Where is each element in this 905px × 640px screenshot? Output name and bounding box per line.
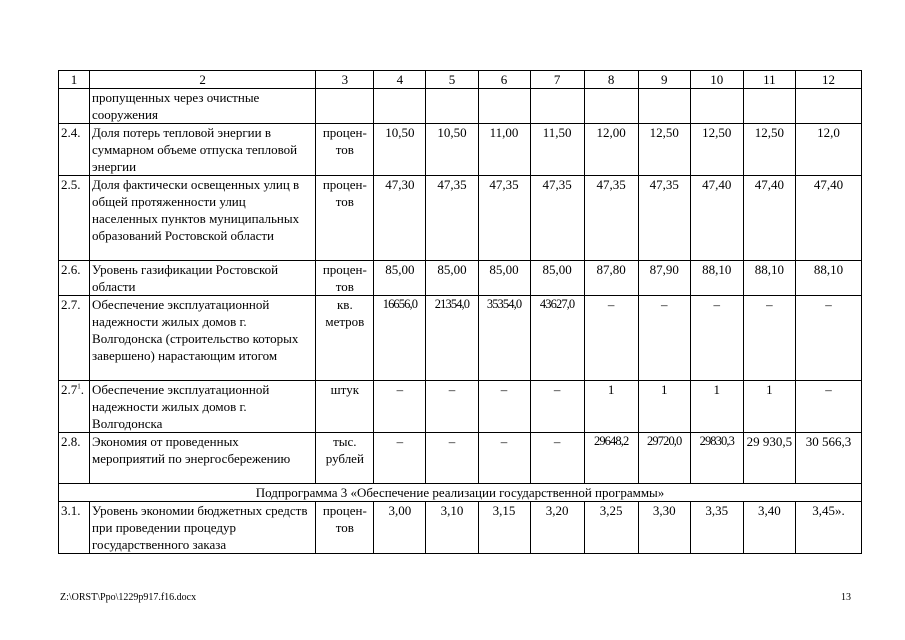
table-row	[59, 261, 862, 296]
value-cell	[426, 89, 478, 124]
value-cell: 29648,2	[584, 433, 638, 484]
header-cell: 5	[426, 71, 478, 89]
value-cell: 12,00	[584, 124, 638, 176]
table-row	[59, 502, 862, 554]
value-cell: –	[795, 381, 861, 433]
value-cell: –	[690, 296, 743, 381]
value-cell: 85,00	[530, 261, 584, 296]
header-cell: 6	[478, 71, 530, 89]
value-cell	[530, 89, 584, 124]
unit: процен-тов	[316, 124, 374, 176]
value-cell	[638, 89, 690, 124]
value-cell: 10,50	[374, 124, 426, 176]
row-number: 2.7.	[59, 296, 90, 381]
indicators-table	[58, 70, 862, 554]
value-cell: 1	[690, 381, 743, 433]
value-cell: 47,40	[743, 176, 795, 261]
value-cell: –	[638, 296, 690, 381]
unit	[316, 89, 374, 124]
value-cell: 87,90	[638, 261, 690, 296]
value-cell: 12,50	[690, 124, 743, 176]
table-row	[59, 433, 862, 484]
value-cell: 11,00	[478, 124, 530, 176]
value-cell: 1	[743, 381, 795, 433]
value-cell: 85,00	[478, 261, 530, 296]
header-cell: 3	[316, 71, 374, 89]
row-number-superscript: 1	[77, 382, 81, 391]
indicator-name: Уровень экономии бюджетных средств при проведении процедур государственного заказа	[90, 502, 316, 554]
section-row	[59, 484, 862, 502]
value-cell: 47,30	[374, 176, 426, 261]
value-cell: 12,50	[743, 124, 795, 176]
value-cell: –	[426, 433, 478, 484]
table-row	[59, 124, 862, 176]
row-number-main: 2.7	[61, 382, 78, 397]
value-cell: 87,80	[584, 261, 638, 296]
value-cell: 47,35	[584, 176, 638, 261]
value-cell: 3,25	[584, 502, 638, 554]
table-row	[59, 296, 862, 381]
header-cell: 12	[795, 71, 861, 89]
value-cell	[743, 89, 795, 124]
row-number: 3.1.	[59, 502, 90, 554]
value-cell: –	[478, 381, 530, 433]
value-cell: –	[530, 433, 584, 484]
value-cell: 3,30	[638, 502, 690, 554]
indicator-name: Экономия от проведенных мероприятий по энергосбережению	[90, 433, 316, 484]
value-cell: 47,40	[795, 176, 861, 261]
indicator-name: Обеспечение эксплуатационной надежности жилых домов г. Волгодонска	[90, 381, 316, 433]
value-cell: 47,40	[690, 176, 743, 261]
value-cell: 47,35	[530, 176, 584, 261]
header-cell: 7	[530, 71, 584, 89]
value-cell: 85,00	[426, 261, 478, 296]
value-cell: 3,10	[426, 502, 478, 554]
value-cell: 3,20	[530, 502, 584, 554]
unit: процен-тов	[316, 502, 374, 554]
value-cell: 3,40	[743, 502, 795, 554]
value-cell: –	[584, 296, 638, 381]
value-cell: 16656,0	[374, 296, 426, 381]
value-cell: –	[795, 296, 861, 381]
header-cell: 2	[90, 71, 316, 89]
table-row	[59, 381, 862, 433]
header-cell: 9	[638, 71, 690, 89]
value-cell: 47,35	[478, 176, 530, 261]
value-cell: 88,10	[743, 261, 795, 296]
header-cell: 11	[743, 71, 795, 89]
row-number: 2.6.	[59, 261, 90, 296]
value-cell: –	[478, 433, 530, 484]
value-cell: 12,50	[638, 124, 690, 176]
table-row	[59, 89, 862, 124]
value-cell	[795, 89, 861, 124]
value-cell: 88,10	[795, 261, 861, 296]
value-cell: 88,10	[690, 261, 743, 296]
header-cell: 8	[584, 71, 638, 89]
unit: процен-тов	[316, 176, 374, 261]
value-cell: 35354,0	[478, 296, 530, 381]
value-cell: 47,35	[638, 176, 690, 261]
value-cell: –	[743, 296, 795, 381]
unit: штук	[316, 381, 374, 433]
header-cell: 10	[690, 71, 743, 89]
value-cell: 47,35	[426, 176, 478, 261]
value-cell: –	[374, 381, 426, 433]
row-number	[59, 89, 90, 124]
row-number	[59, 381, 90, 433]
header-row	[59, 71, 862, 89]
row-number-dot: .	[80, 382, 84, 397]
value-cell: 43627,0	[530, 296, 584, 381]
value-cell: –	[374, 433, 426, 484]
indicator-name: Доля потерь тепловой энергии в суммарном объеме отпуска тепловой энергии	[90, 124, 316, 176]
value-cell: 30 566,3	[795, 433, 861, 484]
indicator-name: пропущенных через очистные сооружения	[90, 89, 316, 124]
unit: кв. метров	[316, 296, 374, 381]
header-cell: 4	[374, 71, 426, 89]
value-cell: 21354,0	[426, 296, 478, 381]
value-cell: 3,45».	[795, 502, 861, 554]
value-cell: 12,0	[795, 124, 861, 176]
value-cell: –	[426, 381, 478, 433]
unit: тыс. рублей	[316, 433, 374, 484]
value-cell: 1	[584, 381, 638, 433]
value-cell	[478, 89, 530, 124]
subprogram-title: Подпрограмма 3 «Обеспечение реализации государственной программы»	[59, 484, 862, 502]
file-path: Z:\ORST\Ppo\1229p917.f16.docx	[60, 592, 197, 603]
row-number: 2.8.	[59, 433, 90, 484]
row-number: 2.5.	[59, 176, 90, 261]
value-cell: 85,00	[374, 261, 426, 296]
value-cell: 1	[638, 381, 690, 433]
indicator-name: Уровень газификации Ростовской области	[90, 261, 316, 296]
indicator-name: Доля фактически освещенных улиц в общей протяженности улиц населенных пунктов муниципальных образований Ростовской области	[90, 176, 316, 261]
value-cell	[584, 89, 638, 124]
value-cell: 3,15	[478, 502, 530, 554]
value-cell: 29 930,5	[743, 433, 795, 484]
table-row	[59, 176, 862, 261]
value-cell: 3,00	[374, 502, 426, 554]
value-cell: 10,50	[426, 124, 478, 176]
row-number: 2.4.	[59, 124, 90, 176]
unit: процен-тов	[316, 261, 374, 296]
header-cell: 1	[59, 71, 90, 89]
value-cell	[374, 89, 426, 124]
value-cell: 11,50	[530, 124, 584, 176]
value-cell: 29830,3	[690, 433, 743, 484]
value-cell	[690, 89, 743, 124]
value-cell: 3,35	[690, 502, 743, 554]
value-cell: 29720,0	[638, 433, 690, 484]
value-cell: –	[530, 381, 584, 433]
page-number: 13	[841, 592, 851, 603]
indicator-name: Обеспечение эксплуатационной надежности жилых домов г. Волгодонска (строительство которых завершено) нарастающим итогом	[90, 296, 316, 381]
